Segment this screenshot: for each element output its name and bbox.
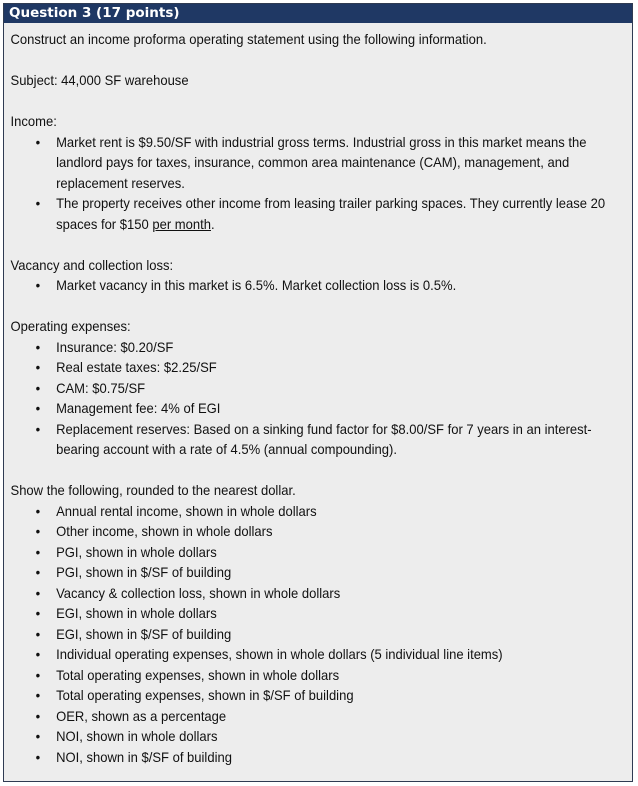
list-item: • Total operating expenses, shown in $/SF of building [11, 685, 625, 706]
question-content [4, 23, 630, 767]
list-item: • Total operating expenses, shown in whole dollars [11, 665, 625, 686]
list-item: • NOI, shown in whole dollars [11, 726, 625, 747]
bullet-icon: • [35, 748, 41, 765]
bullet-icon: • [35, 707, 41, 724]
list-item: • Insurance: $0.20/SF [11, 337, 625, 358]
bullet-icon: • [35, 277, 41, 293]
opex-heading: Operating expenses: [10, 318, 131, 334]
list-item: • Annual rental income, shown in whole dollars [11, 501, 625, 522]
list-item: • Market rent is $9.50/SF with industrial gross terms. Industrial gross in this market means the landlord pays for taxes, insurance, common area maintenance (CAM), management, and replacement reserves. [35, 133, 587, 191]
bullet-icon: • [35, 420, 41, 437]
list-item: • Management fee: 4% of EGI [11, 398, 625, 419]
bullet-icon: • [35, 502, 41, 519]
bullet-icon: • [35, 400, 41, 416]
list-item: • PGI, shown in whole dollars [11, 542, 625, 563]
bullet-icon: • [35, 338, 41, 355]
bullet-icon: • [35, 605, 41, 621]
intro-text: Construct an income proforma operating statement using the following information. [10, 31, 487, 47]
bullet-icon: • [35, 359, 41, 375]
list-item: • Vacancy & collection loss, shown in whole dollars [11, 583, 625, 604]
list-item: • NOI, shown in $/SF of building [11, 747, 625, 768]
list-item: • CAM: $0.75/SF [11, 378, 625, 399]
bullet-icon: • [35, 728, 41, 744]
opex-list [11, 337, 625, 460]
vacancy-heading: Vacancy and collection loss: [10, 256, 174, 273]
bullet-icon: • [35, 523, 41, 539]
bullet-icon: • [35, 625, 41, 642]
list-item: • Replacement reserves: Based on a sinking fund factor for $8.00/SF for 7 years in an interest-bearing account with a rate of 4.5% (annual compounding). [35, 420, 592, 457]
bullet-icon: • [35, 666, 41, 683]
list-item: • Other income, shown in whole dollars [11, 521, 625, 542]
list-item: • EGI, shown in whole dollars [11, 603, 625, 624]
question-box [3, 3, 633, 782]
list-item: • The property receives other income from leasing trailer parking spaces. They currently lease 20 spaces for $150 per month. [35, 195, 606, 232]
bullet-icon: • [35, 133, 41, 150]
income-list [11, 132, 625, 235]
show-heading: Show the following, rounded to the nearest dollar. [10, 482, 296, 498]
list-item: • Individual operating expenses, shown in whole dollars (5 individual line items) [11, 644, 625, 665]
list-item: • EGI, shown in $/SF of building [11, 624, 625, 645]
bullet-icon: • [35, 564, 41, 580]
bullet-icon: • [35, 379, 41, 396]
bullet-icon: • [35, 646, 41, 662]
list-item: • Real estate taxes: $2.25/SF [11, 357, 625, 378]
bullet-icon: • [35, 584, 41, 601]
income-heading: Income: [10, 113, 57, 129]
list-item: • PGI, shown in $/SF of building [11, 562, 625, 583]
subject-text: Subject: 44,000 SF warehouse [10, 72, 189, 88]
bullet-icon: • [35, 687, 41, 703]
list-item: • Market vacancy in this market is 6.5%. Market collection loss is 0.5%. [11, 275, 625, 296]
question-title: Question 3 (17 points) [4, 4, 632, 23]
bullet-icon: • [35, 195, 41, 211]
bullet-icon: • [35, 543, 41, 560]
show-list [11, 501, 625, 768]
list-item: • OER, shown as a percentage [11, 706, 625, 727]
vacancy-list [11, 275, 625, 296]
underlined-term: per month [152, 215, 211, 232]
